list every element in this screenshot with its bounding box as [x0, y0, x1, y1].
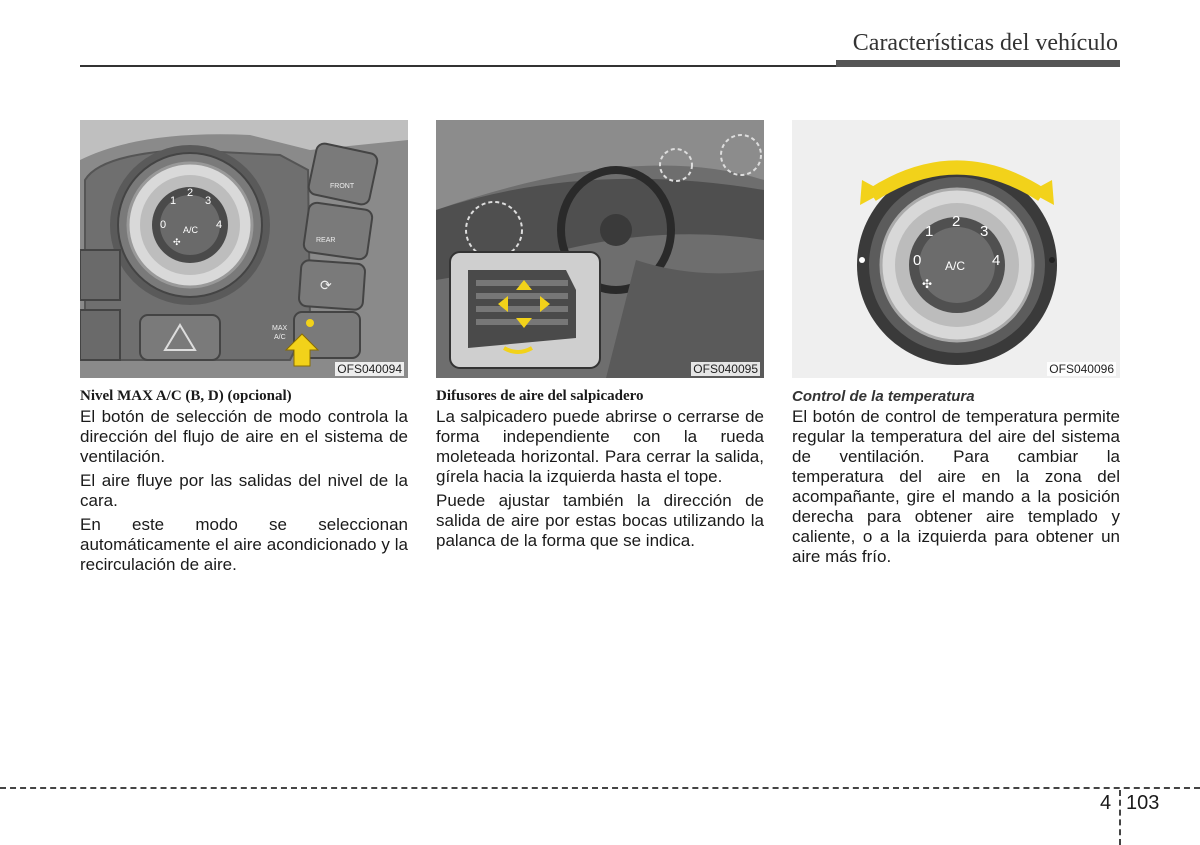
figure-dashboard-vents [436, 120, 764, 378]
dial-ac-label: A/C [945, 259, 966, 273]
paragraph: El botón de control de temperatura permite regular la temperatura del aire del sistema de ventilación. Para cambiar la temperatura del aire en la zona del acompañante, gire el mando a la posición derecha para obtener aire templado y caliente, o a la izquierda para obtener un aire más frío. [792, 407, 1120, 566]
defrost-rear-label: REAR [316, 237, 336, 244]
dial-number-0: 0 [913, 252, 922, 269]
figure-code: OFS040095 [693, 362, 758, 376]
dial-number-2: 2 [952, 213, 961, 230]
footer-vertical-rule [1119, 790, 1121, 845]
paragraph: El aire fluye por las salidas del nivel de la cara. [80, 471, 408, 510]
paragraph: Puede ajustar también la dirección de salida de aire por estas bocas utilizando la palanca de la forma que se indica. [436, 491, 764, 550]
dial-ac-label: A/C [183, 225, 199, 235]
dial-number-1: 1 [925, 223, 934, 240]
page-header-title: Características del vehículo [852, 30, 1118, 56]
max-ac-label-line2: A/C [274, 334, 286, 341]
column-dashboard-vents [436, 120, 764, 555]
paragraph: La salpicadero puede abrirse o cerrarse de forma independiente con la rueda moleteada horizontal. Para cerrar la salida, gírela hacia la izquierda hasta el tope. [436, 407, 764, 486]
max-ac-label-line1: MAX [272, 325, 288, 332]
paragraph: El botón de selección de modo controla la dirección del flujo de aire en el sistema de ventilación. [80, 407, 408, 466]
figure-code: OFS040096 [1049, 362, 1114, 376]
dial-number-1: 1 [170, 195, 177, 207]
fan-icon: ✣ [922, 277, 933, 291]
recirculation-icon: ⟳ [320, 277, 332, 293]
dial-number-4: 4 [992, 252, 1001, 269]
dial-number-3: 3 [205, 195, 212, 207]
dial-number-3: 3 [980, 223, 989, 240]
dial-number-2: 2 [187, 187, 194, 199]
header-rule [80, 65, 836, 67]
dial-number-4: 4 [216, 219, 223, 231]
climate-panel-illustration [80, 120, 408, 378]
section-title: Nivel MAX A/C (B, D) (opcional) [80, 388, 292, 404]
figure-temperature-dial [792, 120, 1120, 378]
chapter-number: 4 [1100, 792, 1112, 814]
dial-number-0: 0 [160, 219, 167, 231]
page-number: 103 [1126, 792, 1160, 814]
column-max-ac [80, 120, 408, 579]
dashboard-illustration [436, 120, 764, 378]
footer-dashed-rule [0, 787, 1200, 789]
header-rule-accent [836, 60, 1120, 67]
paragraph: En este modo se seleccionan automáticamente el aire acondicionado y la recirculación de aire. [80, 515, 408, 574]
figure-max-ac-panel [80, 120, 408, 378]
section-title: Control de la temperatura [792, 388, 975, 405]
fan-icon: ✣ [173, 237, 181, 247]
section-title: Difusores de aire del salpicadero [436, 388, 644, 404]
defrost-front-label: FRONT [330, 183, 355, 190]
column-temperature-control [792, 120, 1120, 571]
figure-code: OFS040094 [337, 362, 402, 376]
temperature-dial-illustration [792, 120, 1120, 378]
